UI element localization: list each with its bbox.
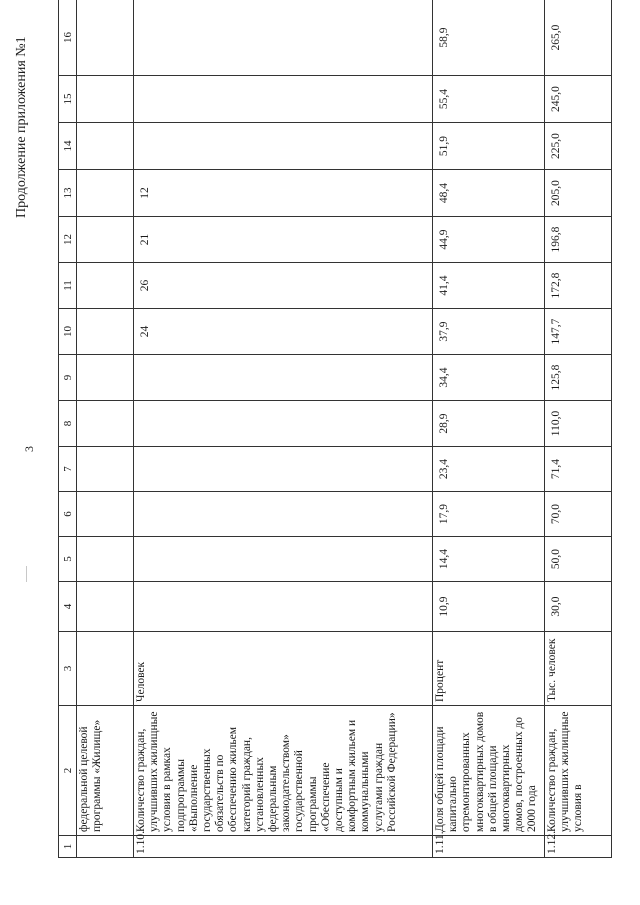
value-cell (134, 401, 433, 447)
value-cell (134, 355, 433, 401)
value-cell: 55,4 (433, 76, 545, 123)
column-number: 12 (59, 217, 77, 263)
column-number: 10 (59, 309, 77, 355)
value-cell: 41,4 (433, 263, 545, 309)
value-cell: 30,0 (545, 582, 612, 632)
value-cell: 50,0 (545, 537, 612, 582)
value-cell (77, 401, 134, 447)
value-cell: 17,9 (433, 492, 545, 537)
value-cell (134, 447, 433, 492)
column-number-row (59, 0, 77, 858)
value-cell: 34,4 (433, 355, 545, 401)
column-number: 5 (59, 537, 77, 582)
continuation-heading: Продолжение приложения №1 (14, 36, 29, 218)
column-number: 16 (59, 0, 77, 76)
table-row (433, 0, 545, 858)
value-cell (77, 123, 134, 170)
column-number: 3 (59, 632, 77, 706)
column-number: 6 (59, 492, 77, 537)
value-cell (77, 582, 134, 632)
value-cell (77, 447, 134, 492)
value-cell: 26 (134, 263, 433, 309)
value-cell (134, 492, 433, 537)
column-number: 15 (59, 76, 77, 123)
value-cell: 28,9 (433, 401, 545, 447)
value-cell (134, 76, 433, 123)
column-number: 8 (59, 401, 77, 447)
indicator-name: Доля общей площади капитально отремонтированных многоквартирных домов в общей площади многоквартирных домов, построенных до 2000 года (433, 706, 545, 836)
value-cell (77, 217, 134, 263)
column-number: 13 (59, 170, 77, 217)
column-number: 11 (59, 263, 77, 309)
value-cell (77, 309, 134, 355)
table-body (59, 0, 612, 858)
value-cell (77, 537, 134, 582)
indicator-name: Количество граждан, улучшивших жилищные условия в рамках подпрограммы «Выполнение государственных обязательств по обеспечению жильем категорий граждан, установленных федеральным законодательством» государственной программы «Обеспечение доступным и комфортным жильем и коммунальными услугами граждан Российской Федерации» (134, 706, 433, 836)
table-row (77, 0, 134, 858)
value-cell: 70,0 (545, 492, 612, 537)
table-sheet (58, 0, 585, 905)
value-cell (134, 582, 433, 632)
row-number (77, 836, 134, 858)
value-cell: 48,4 (433, 170, 545, 217)
value-cell (134, 0, 433, 76)
value-cell: 51,9 (433, 123, 545, 170)
value-cell: 245,0 (545, 76, 612, 123)
unit-of-measure: Тыс. человек (545, 632, 612, 706)
value-cell: 110,0 (545, 401, 612, 447)
unit-of-measure (77, 632, 134, 706)
value-cell: 23,4 (433, 447, 545, 492)
value-cell: 205,0 (545, 170, 612, 217)
value-cell: 44,9 (433, 217, 545, 263)
value-cell: 172,8 (545, 263, 612, 309)
value-cell: 37,9 (433, 309, 545, 355)
value-cell: 265,0 (545, 0, 612, 76)
scan-artifact (26, 566, 27, 582)
value-cell: 225,0 (545, 123, 612, 170)
value-cell (134, 537, 433, 582)
value-cell: 147,7 (545, 309, 612, 355)
value-cell: 21 (134, 217, 433, 263)
indicators-table (58, 0, 612, 858)
value-cell (77, 492, 134, 537)
row-number: 1.12. (545, 836, 612, 858)
value-cell (77, 170, 134, 217)
value-cell (77, 76, 134, 123)
column-number: 14 (59, 123, 77, 170)
page-number: 3 (22, 446, 36, 452)
value-cell: 24 (134, 309, 433, 355)
value-cell: 71,4 (545, 447, 612, 492)
rotated-table-frame (58, 0, 585, 858)
value-cell (77, 355, 134, 401)
column-number: 2 (59, 706, 77, 836)
column-number: 1 (59, 836, 77, 858)
column-number: 9 (59, 355, 77, 401)
column-number: 4 (59, 582, 77, 632)
value-cell: 12 (134, 170, 433, 217)
indicator-name: федеральной целевой программы «Жилище» (77, 706, 134, 836)
value-cell: 125,8 (545, 355, 612, 401)
row-number: 1.10. (134, 836, 433, 858)
row-number: 1.11. (433, 836, 545, 858)
unit-of-measure: Процент (433, 632, 545, 706)
table-row (545, 0, 612, 858)
value-cell: 196,8 (545, 217, 612, 263)
value-cell: 58,9 (433, 0, 545, 76)
value-cell (77, 0, 134, 76)
unit-of-measure: Человек (134, 632, 433, 706)
table-row (134, 0, 433, 858)
column-number: 7 (59, 447, 77, 492)
value-cell: 10,9 (433, 582, 545, 632)
value-cell (77, 263, 134, 309)
value-cell: 14,4 (433, 537, 545, 582)
indicator-name: Количество граждан, улучшивших жилищные условия в (545, 706, 612, 836)
value-cell (134, 123, 433, 170)
